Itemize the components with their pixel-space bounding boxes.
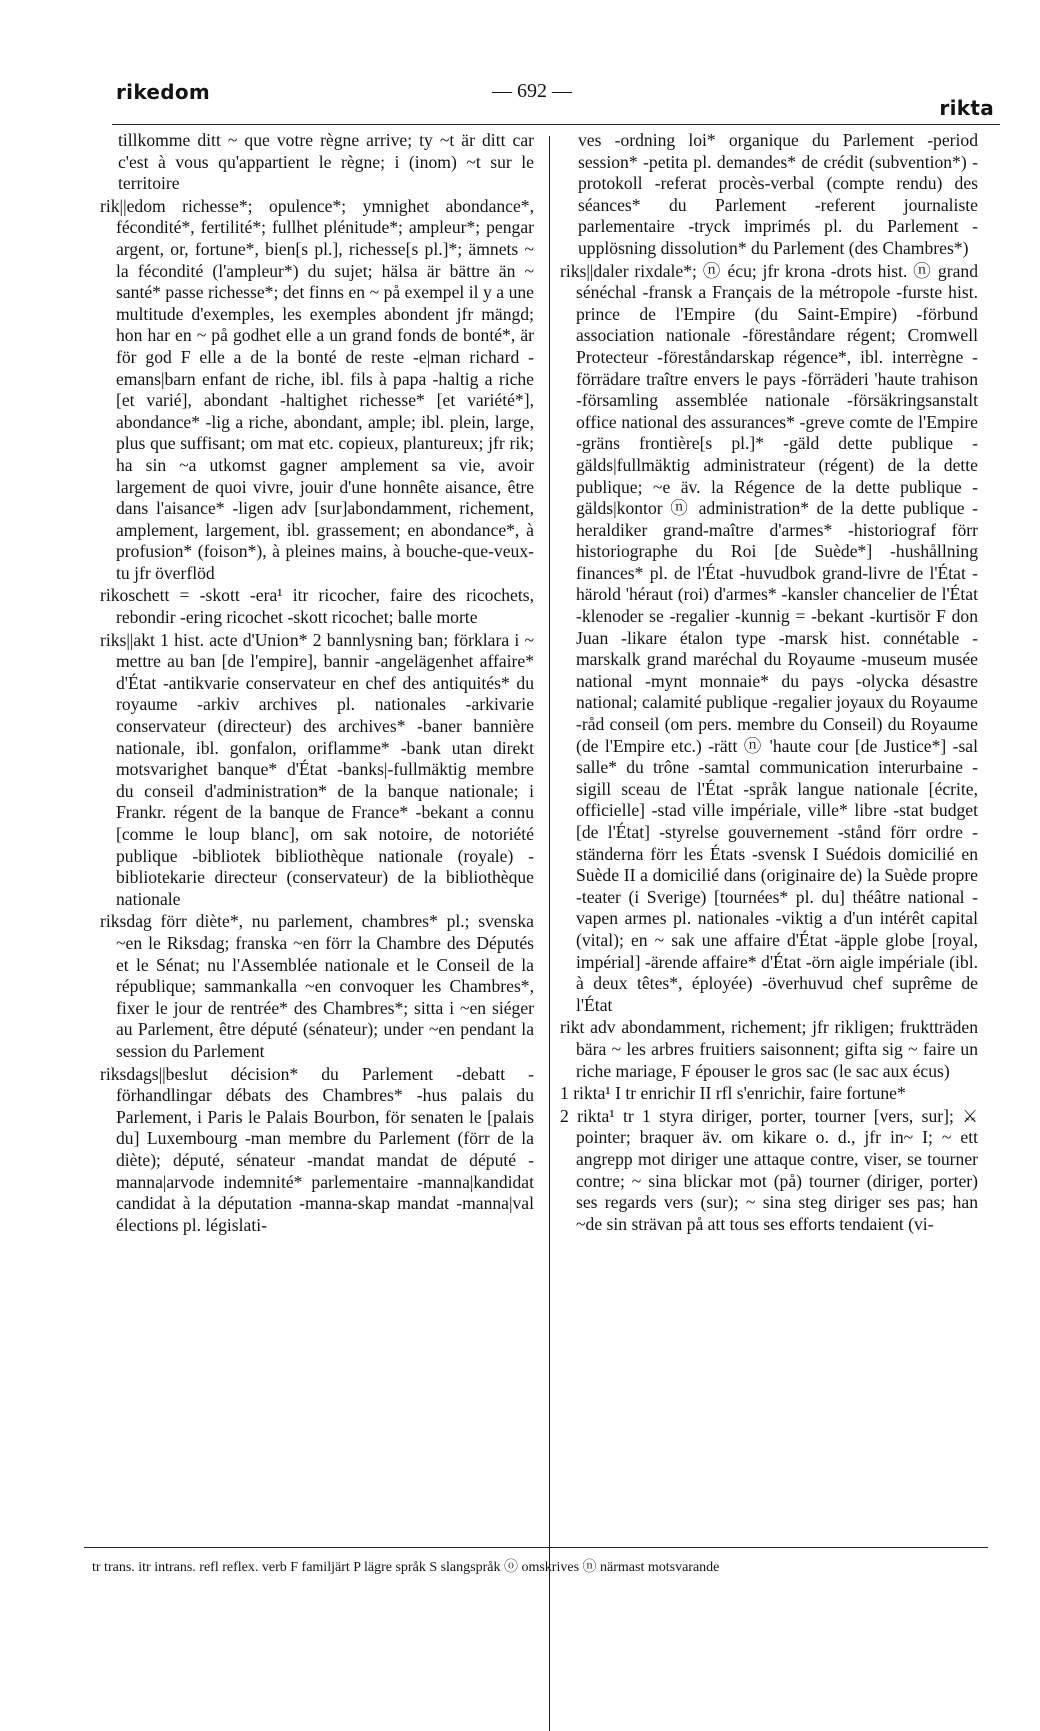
page-number: — 692 —: [492, 80, 572, 102]
entry-riksdag: riksdag förr diète*, nu parlement, chambres* pl.; svenska ~en le Riksdag; franska ~en förr la Chambre des Députés et le Sénat; nu l'Assemblée nationale et le Conseil de la république; sammankalla ~en convoquer les Chambres*, fixer le jour de rentrée* des Chambres*; sitta i ~en siéger au Parlement, être député (sénateur); under ~en pendant la session du Parlement: [100, 911, 534, 1061]
left-column: [100, 130, 534, 1237]
entry-rikt: rikt adv abondamment, richement; jfr rikligen; fruktträden bära ~ les arbres fruitiers saisonnent; gifta sig ~ faire un riche mariage, F épouser le gros sac (le sac aux écus): [560, 1017, 978, 1081]
header-rule: [112, 124, 1000, 125]
footer-rule: [84, 1547, 988, 1548]
entry-rikta-2: 2 rikta¹ tr 1 styra diriger, porter, tourner [vers, sur]; ⚔ pointer; braquer äv. om kikare o. d., jfr in~ I; ~ ett angrepp mot diriger une attaque contre, viser, se tourner contre; ~ sina blickar mot (på) tourner (diriger, porter) ses regards vers (sur); ~ sina steg diriger ses pas; han ~de sin strävan på att tous ses efforts tendaient (vi-: [560, 1105, 978, 1234]
page-header: [112, 76, 994, 126]
right-column: [560, 130, 978, 1236]
entry-rikedom: rik||edom richesse*; opulence*; ymnighet abondance*, fécondité*, fertilité*; fullhet plénitude*; ampleur*; pengar argent, or, fortune*, bien[s pl.], richesse[s pl.]*; ämnets ~ la fécondité (l'ampleur*) du sujet; hälsa är bättre än ~ santé* passe richesse*; det finns en ~ på exempel il y a une multitude d'exemples, les exemples abondent jfr mängd; hon har en ~ på godhet elle a un grand fonds de bonté*, är för god F elle a de la bonté de reste -e|man richard -emans|barn enfant de riche, ibl. fils à papa -haltig a riche [et varié], abondant -haltighet richesse* [et variété*], abondance* -lig a riche, abondant, ample; ibl. plein, large, plus que suffisant; om mat etc. copieux, plantureux; jfr rik; ha sin ~a utkomst gagner amplement sa vie, avoir largement de quoi vivre, jouir d'une honnête aisance, être dans l'aisance* -ligen adv [sur]abondamment, richement, amplement, largement, ibl. grassement; en abondance*, à profusion* (foison*), à pleines mains, à bouche-que-veux-tu jfr överflöd: [100, 195, 534, 583]
column-separator: [549, 136, 550, 1731]
abbreviation-legend: tr trans. itr intrans. refl reflex. verb F familjärt P lägre språk S slangspråk ⓞ omskrives ⓝ närmast motsvarande: [92, 1560, 720, 1575]
entry-riksdaler: riks||daler rixdale*; ⓝ écu; jfr krona -drots hist. ⓝ grand sénéchal -fransk a Français de la métropole -furste hist. prince de l'Empire (du Saint-Empire) -förbund association nationale -föreståndare régent; Cromwell Protecteur -föreståndarskap régence*, ibl. interrègne -förrädare traître envers le pays -förräderi 'haute trahison -församling assemblée nationale -försäkringsanstalt office national des assurances* -greve comte de l'Empire -gräns frontière[s pl.]* -gäld dette publique -gälds|fullmäktig administrateur (régent) de la dette publique; ~e äv. la Régence de la dette publique -gälds|kontor ⓝ administration* de la dette publique -heraldiker grand-maître d'armes* -historiograf förr historiographe du Roi [de Suède*] -hushållning finances* pl. de l'État -huvudbok grand-livre de l'État -härold 'héraut (roi) d'armes* -kansler chancelier de l'État -klenoder se -regalier -kunnig = -bekant -kurtisör F don Juan -likare étalon type -marsk hist. connétable -marskalk grand maréchal du Royaume -museum musée national -mynt monnaie* du pays -olycka désastre national; calamité publique -regalier joyaux du Royaume -råd conseil (om pers. membre du Conseil) du Royaume (de l'Empire etc.) -rätt ⓝ 'haute cour [de Justice*] -sal salle* du trône -samtal communication interurbaine -sigill sceau de l'État -språk langue nationale [écrite, officielle] -stad ville impériale, ville* libre -stat budget [de l'État] -styrelse gouvernement -stånd förr ordre -ständerna förr les États -svensk I Suédois domicilié en Suède II a domicilié dans (originaire de) la Suède propre -teater (i Sverige) [tournées* pl. du] théâtre national -vapen armes pl. nationales -viktig a d'un intérêt capital (vital); en ~ sak une affaire d'État -äpple globe [royal, impérial] -ärende affaire* d'État -örn aigle impériale (ibl. à deux têtes*, éployée) -överhuvud chef suprême de l'État: [560, 260, 978, 1015]
header-first-word: rikedom: [116, 80, 211, 104]
entry-rikta-1: 1 rikta¹ I tr enrichir II rfl s'enrichir, faire fortune*: [560, 1083, 906, 1104]
header-last-word: rikta: [939, 96, 994, 120]
entry-rikoschett: rikoschett = -skott -era¹ itr ricocher, faire des ricochets, rebondir -ering ricochet -skott ricochet; balle morte: [100, 585, 534, 628]
entry-riksakt: riks||akt 1 hist. acte d'Union* 2 bannlysning ban; förklara i ~ mettre au ban [de l'empire], bannir -angelägenhet affaire* d'État -antikvarie conservateur en chef des antiquités* du royaume -arkiv archives pl. nationales -arkivarie conservateur (directeur) des archives* -baner bannière nationale, ibl. gonfalon, oriflamme* -bank utan direkt motsvarighet banque* d'État -banks|-fullmäktig membre du conseil d'administration* de la banque nationale; i Frankr. régent de la banque de France* -bekant a connu [comme le loup blanc], om sak notoire, de notoriété publique -bibliotek bibliothèque nationale (royale) -bibliotekarie directeur (conservateur) de la bibliothèque nationale: [100, 629, 534, 909]
entry-continuation: ves -ordning loi* organique du Parlement -period session* -petita pl. demandes* de crédit (subvention*) -protokoll -referat procès-verbal (compte rendu) des séances* du Parlement -referent journaliste parlementaire -tryck imprimés pl. du Parlement -upplösning dissolution* du Parlement (des Chambres*): [578, 130, 978, 258]
entry-riksdagsbeslut: riksdags||beslut décision* du Parlement -debatt -förhandlingar débats des Chambres* -hus palais du Parlement, i Paris le Palais Bourbon, för senaten le [palais du] Luxembourg -man membre du Parlement (förr de la diète); député, sénateur -mandat mandat de député -manna|arvode indemnité* parlementaire -manna|kandidat candidat à la députation -manna-skap mandat -manna|val élections pl. législati-: [100, 1063, 534, 1235]
entry-continuation: tillkomme ditt ~ que votre règne arrive; ty ~t är ditt car c'est à vous qu'appartient le règne; i (inom) ~t sur le territoire: [118, 130, 534, 194]
